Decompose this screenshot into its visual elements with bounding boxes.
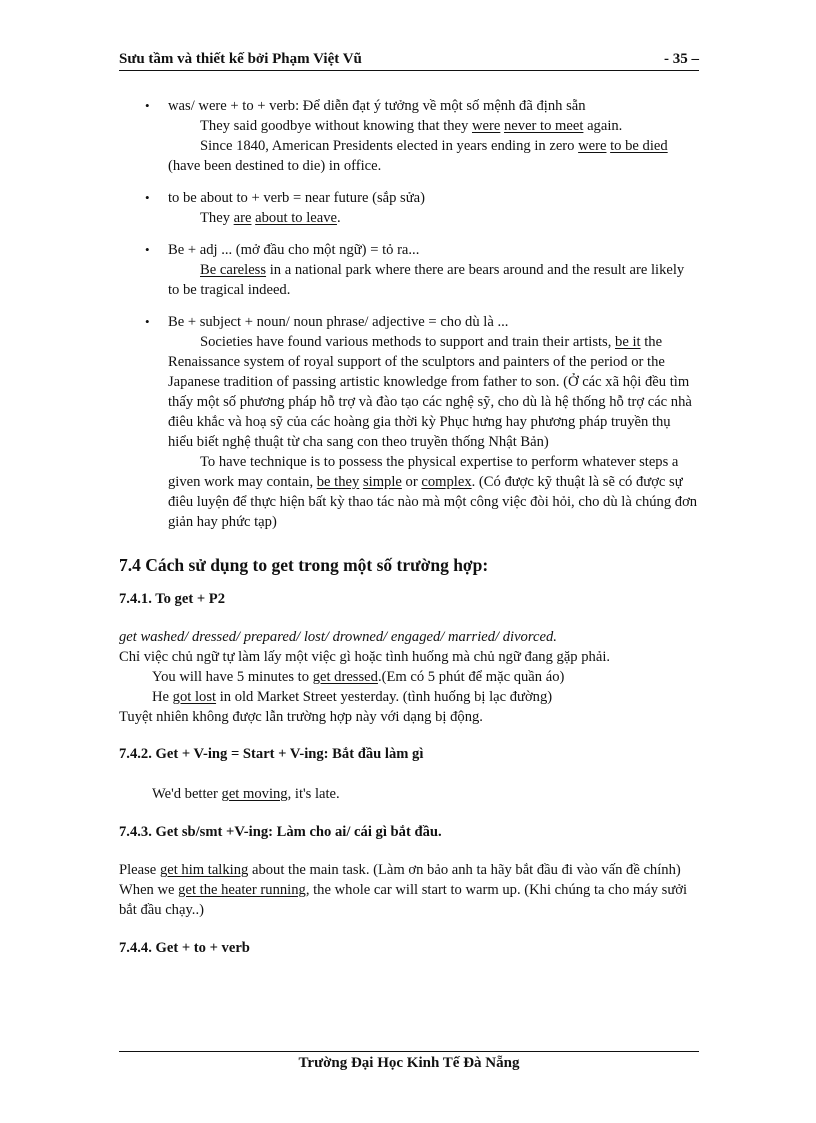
header-title: Sưu tầm và thiết kế bởi Phạm Việt Vũ <box>119 51 362 67</box>
bullet-dot-icon: • <box>145 314 150 329</box>
bullet-dot-icon: • <box>145 242 150 257</box>
section-heading: 7.4 Cách sử dụng to get trong một số trường hợp: <box>119 555 489 575</box>
bullet-item <box>119 96 699 176</box>
example-sentence: Since 1840, American Presidents elected in years ending in zero were to be died (have been destined to die) in office. <box>168 138 668 174</box>
page-number: - 35 – <box>664 51 699 67</box>
bullet-heading: to be about to + verb = near future (sắp sửa) <box>168 190 425 206</box>
page-header <box>119 50 699 71</box>
subsection-heading: 7.4.2. Get + V-ing = Start + V-ing: Bắt đầu làm gì <box>119 746 424 762</box>
example-sentence: Please get him talking about the main task. (Làm ơn bảo anh ta hãy bắt đầu đi vào vấn đề chính) <box>119 862 681 878</box>
example-paragraph: To have technique is to possess the physical expertise to perform whatever steps a given work may contain, be they simple or complex. (Có được kỹ thuật là sẽ có được sự điêu luyện để thực hiện bất kỳ thao tác nào mà một công việc đòi hỏi, cho dù là chúng đơn giản hay phức tạp) <box>168 454 698 530</box>
description: Chỉ việc chủ ngữ tự làm lấy một việc gì hoặc tình huống mà chủ ngữ đang gặp phải. <box>119 649 611 665</box>
bullet-item <box>119 312 699 532</box>
page-content <box>119 96 699 958</box>
italic-verb-list: get washed/ dressed/ prepared/ lost/ drowned/ engaged/ married/ divorced. <box>119 629 557 645</box>
bullet-item <box>119 188 699 228</box>
note: Tuyệt nhiên không được lẫn trường hợp này với dạng bị động. <box>119 709 483 725</box>
bullet-dot-icon: • <box>145 98 150 113</box>
bullet-dot-icon: • <box>145 190 150 205</box>
example-paragraph: Societies have found various methods to support and train their artists, be it the Renaissance system of royal support of the sculptors and painters of the period or the Japanese tradition of passing artistic knowledge from father to son. (Ở các xã hội đều tìm thấy một số phương pháp hỗ trợ và đào tạo các nghệ sỹ, cho dù là hệ thống hỗ trợ các nhà điêu khắc và hoạ sỹ của các hoàng gia thời kỳ Phục hưng hay phương pháp truyền thụ hiểu biết nghệ thuật từ cha sang con theo truyền thống Nhật Bản) <box>168 334 692 450</box>
subsection-heading: 7.4.3. Get sb/smt +V-ing: Làm cho ai/ cái gì bắt đầu. <box>119 824 442 840</box>
example-sentence: They said goodbye without knowing that they were never to meet again. <box>200 118 623 134</box>
bullet-heading: was/ were + to + verb: Để diễn đạt ý tưởng về một số mệnh đã định sẵn <box>168 98 586 114</box>
example-sentence: You will have 5 minutes to get dressed.(Em có 5 phút để mặc quần áo) <box>152 669 565 685</box>
bullet-heading: Be + adj ... (mở đầu cho một ngữ) = tỏ ra... <box>168 242 420 258</box>
subsection-heading: 7.4.1. To get + P2 <box>119 591 226 607</box>
example-sentence: They are about to leave. <box>200 210 341 226</box>
example-sentence: We'd better get moving, it's late. <box>152 786 340 802</box>
example-sentence: When we get the heater running, the whole car will start to warm up. (Khi chúng ta cho máy sưởi bắt đầu chạy..) <box>119 882 688 918</box>
subsection-heading: 7.4.4. Get + to + verb <box>119 940 250 956</box>
example-sentence: Be careless in a national park where there are bears around and the result are likely to be tragical indeed. <box>168 262 685 298</box>
bullet-item <box>119 240 699 300</box>
example-sentence: He got lost in old Market Street yesterday. (tình huống bị lạc đường) <box>152 689 553 705</box>
bullet-heading: Be + subject + noun/ noun phrase/ adjective = cho dù là ... <box>168 314 509 330</box>
page-footer: Trường Đại Học Kinh Tế Đà Nẵng <box>119 1051 699 1072</box>
